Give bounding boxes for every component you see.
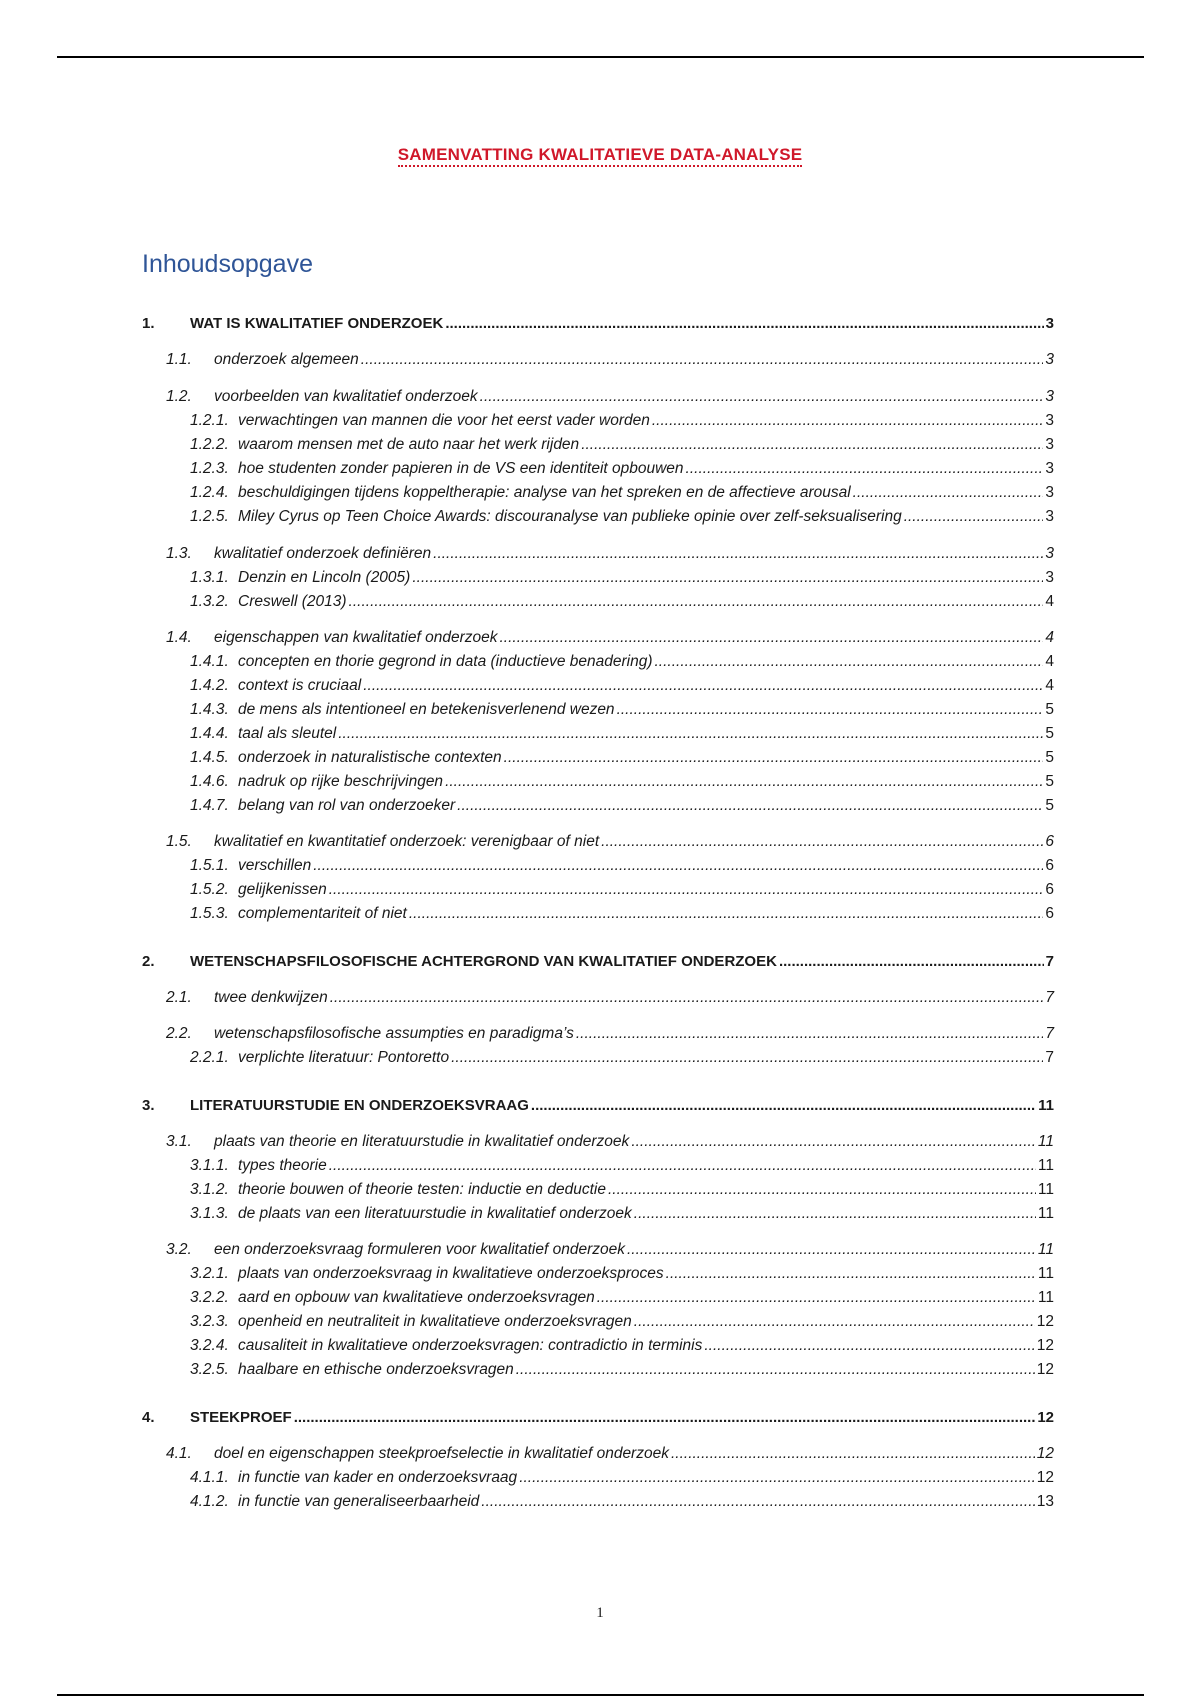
toc-number: 1.2.1. [190,412,229,429]
toc-page: 12 [1036,1445,1054,1462]
toc-title: de mens als intentioneel en betekenisverlenend wezen [238,701,615,718]
toc-leader [445,770,1043,794]
toc-leader [904,505,1044,529]
toc-title: taal als sleutel [238,725,337,742]
toc-page: 6 [1045,905,1054,922]
toc-title: doel en eigenschappen steekproefselectie in kwalitatief onderzoek [214,1445,669,1462]
toc-number: 1.2.4. [190,484,229,501]
toc-leader [481,1490,1034,1514]
toc-leader [349,590,1044,614]
toc-title: onderzoek in naturalistische contexten [238,749,502,766]
toc-title: WAT IS KWALITATIEF ONDERZOEK [190,315,444,332]
toc-section[interactable] [142,348,1054,372]
toc-number: 2. [142,953,155,970]
toc-number: 3. [142,1097,155,1114]
toc-page: 11 [1037,1205,1054,1222]
toc-number: 4.1. [166,1445,192,1462]
toc-subsection[interactable] [142,1334,1054,1358]
toc-leader [686,457,1044,481]
toc-number: 3.2.3. [190,1313,229,1330]
toc-title: verwachtingen van mannen die voor het eerst vader worden [238,412,650,429]
toc-subsection[interactable] [142,1310,1054,1334]
toc-title: in functie van kader en onderzoeksvraag [238,1469,518,1486]
toc-subsection[interactable] [142,902,1054,926]
top-rule [57,56,1144,58]
toc-leader [480,385,1044,409]
toc-title: kwalitatief en kwantitatief onderzoek: verenigbaar of niet [214,833,600,850]
toc-subsection[interactable] [142,1046,1054,1070]
toc-section[interactable] [142,830,1054,854]
toc-title: waarom mensen met de auto naar het werk rijden [238,436,580,453]
toc-page: 5 [1045,725,1054,742]
toc-page: 4 [1045,593,1054,610]
toc-page: 7 [1045,1025,1054,1042]
toc-subsection[interactable] [142,505,1054,529]
document-title-text: SAMENVATTING KWALITATIEVE DATA-ANALYSE [398,145,803,167]
toc-page: 3 [1045,351,1054,368]
toc-page: 3 [1045,315,1054,332]
toc-number: 4.1.1. [190,1469,229,1486]
toc-leader [601,830,1043,854]
toc-title: causaliteit in kwalitatieve onderzoeksvragen: contradictio in terminis [238,1337,703,1354]
toc-title: theorie bouwen of theorie testen: inductie en deductie [238,1181,606,1198]
toc-number: 3.1.1. [190,1157,229,1174]
toc-number: 1.2.5. [190,508,229,525]
toc-page: 11 [1037,1157,1054,1174]
toc-section[interactable] [142,1238,1054,1262]
toc-leader [313,854,1043,878]
toc-subsection[interactable] [142,1178,1054,1202]
toc-number: 1.4. [166,629,192,646]
toc-subsection[interactable] [142,566,1054,590]
toc-page: 3 [1045,508,1054,525]
toc-section[interactable] [142,385,1054,409]
toc-page: 11 [1037,1181,1054,1198]
toc-title: plaats van theorie en literatuurstudie in kwalitatief onderzoek [214,1133,630,1150]
toc-number: 1.2.3. [190,460,229,477]
toc-number: 1. [142,315,155,332]
toc-page: 11 [1037,1289,1054,1306]
table-of-contents [142,312,1054,1514]
toc-chapter[interactable] [142,950,1054,974]
toc-number: 4.1.2. [190,1493,229,1510]
toc-page: 3 [1045,460,1054,477]
toc-number: 1.4.4. [190,725,229,742]
toc-leader [655,650,1044,674]
toc-page: 4 [1045,677,1054,694]
toc-leader [576,1022,1044,1046]
toc-leader [445,312,1043,336]
toc-leader [634,1310,1035,1334]
toc-title: in functie van generaliseerbaarheid [238,1493,480,1510]
toc-page: 7 [1045,953,1054,970]
toc-title: onderzoek algemeen [214,351,359,368]
toc-number: 3.2. [166,1241,192,1258]
toc-number: 2.2.1. [190,1049,229,1066]
toc-subsection[interactable] [142,1358,1054,1382]
bottom-rule [57,1694,1144,1696]
toc-subsection[interactable] [142,1154,1054,1178]
toc-subsection[interactable] [142,409,1054,433]
toc-number: 3.1.3. [190,1205,229,1222]
toc-page: 5 [1045,749,1054,766]
toc-title: WETENSCHAPSFILOSOFISCHE ACHTERGROND VAN KWALITATIEF ONDERZOEK [190,953,777,970]
toc-number: 1.3. [166,545,192,562]
toc-page: 6 [1045,833,1054,850]
toc-title: types theorie [238,1157,327,1174]
toc-page: 3 [1045,436,1054,453]
toc-leader [409,902,1044,926]
toc-title: voorbeelden van kwalitatief onderzoek [214,388,478,405]
toc-leader [330,986,1044,1010]
toc-leader [433,542,1043,566]
toc-number: 2.2. [166,1025,192,1042]
page-number: 1 [596,1605,604,1621]
toc-page: 6 [1045,857,1054,874]
toc-page: 12 [1036,1361,1054,1378]
toc-leader [338,722,1043,746]
toc-page: 4 [1045,629,1054,646]
toc-subsection[interactable] [142,722,1054,746]
toc-page: 3 [1045,412,1054,429]
toc-number: 3.2.4. [190,1337,229,1354]
toc-leader [608,1178,1036,1202]
toc-leader [329,1154,1036,1178]
toc-page: 3 [1045,569,1054,586]
toc-title: gelijkenissen [238,881,327,898]
toc-page: 4 [1045,653,1054,670]
toc-title: de plaats van een literatuurstudie in kwalitatief onderzoek [238,1205,632,1222]
toc-page: 5 [1045,701,1054,718]
toc-page: 12 [1037,1409,1054,1426]
toc-number: 3.2.5. [190,1361,229,1378]
toc-number: 1.4.3. [190,701,229,718]
toc-page: 12 [1036,1313,1054,1330]
toc-leader [457,794,1043,818]
toc-page: 5 [1045,797,1054,814]
toc-title: Denzin en Lincoln (2005) [238,569,411,586]
toc-leader [500,626,1044,650]
toc-number: 3.2.1. [190,1265,229,1282]
toc-number: 1.4.6. [190,773,229,790]
toc-number: 3.1.2. [190,1181,229,1198]
toc-number: 3.2.2. [190,1289,229,1306]
toc-number: 1.5.3. [190,905,229,922]
toc-subsection[interactable] [142,746,1054,770]
toc-page: 7 [1045,989,1054,1006]
toc-subsection[interactable] [142,433,1054,457]
toc-section[interactable] [142,626,1054,650]
toc-leader [627,1238,1036,1262]
toc-subsection[interactable] [142,650,1054,674]
toc-page: 12 [1036,1469,1054,1486]
toc-title: verschillen [238,857,312,874]
toc-leader [329,878,1044,902]
toc-leader [361,348,1044,372]
toc-page: 12 [1036,1337,1054,1354]
toc-title: verplichte literatuur: Pontoretto [238,1049,450,1066]
toc-number: 3.1. [166,1133,192,1150]
toc-page: 5 [1045,773,1054,790]
toc-heading: Inhoudsopgave [142,250,313,278]
toc-leader [853,481,1044,505]
toc-title: hoe studenten zonder papieren in de VS een identiteit opbouwen [238,460,684,477]
toc-page: 3 [1045,484,1054,501]
toc-page: 13 [1036,1493,1054,1510]
toc-leader [634,1202,1036,1226]
toc-number: 1.5. [166,833,192,850]
toc-subsection[interactable] [142,481,1054,505]
toc-subsection[interactable] [142,770,1054,794]
toc-title: haalbare en ethische onderzoeksvragen [238,1361,514,1378]
toc-title: een onderzoeksvraag formuleren voor kwalitatief onderzoek [214,1241,625,1258]
toc-number: 1.3.2. [190,593,229,610]
toc-title: wetenschapsfilosofische assumpties en paradigma’s [214,1025,574,1042]
toc-subsection[interactable] [142,1202,1054,1226]
toc-title: concepten en thorie gegrond in data (inductieve benadering) [238,653,653,670]
toc-number: 1.4.7. [190,797,229,814]
toc-subsection[interactable] [142,878,1054,902]
toc-leader [294,1406,1036,1430]
toc-subsection[interactable] [142,1466,1054,1490]
toc-page: 6 [1045,881,1054,898]
toc-page: 3 [1045,545,1054,562]
toc-leader [363,674,1043,698]
toc-title: aard en opbouw van kwalitatieve onderzoeksvragen [238,1289,595,1306]
toc-number: 1.5.1. [190,857,229,874]
toc-subsection[interactable] [142,1262,1054,1286]
toc-page: 11 [1037,1241,1054,1258]
toc-page: 3 [1045,388,1054,405]
toc-subsection[interactable] [142,590,1054,614]
toc-title: LITERATUURSTUDIE EN ONDERZOEKSVRAAG [190,1097,529,1114]
toc-title: plaats van onderzoeksvraag in kwalitatieve onderzoeksproces [238,1265,664,1282]
toc-leader [504,746,1044,770]
toc-chapter[interactable] [142,1406,1054,1430]
toc-title: context is cruciaal [238,677,362,694]
toc-leader [666,1262,1036,1286]
toc-section[interactable] [142,986,1054,1010]
toc-title: belang van rol van onderzoeker [238,797,456,814]
toc-leader [631,1130,1036,1154]
toc-chapter[interactable] [142,312,1054,336]
toc-page: 11 [1037,1133,1054,1150]
toc-title: Miley Cyrus op Teen Choice Awards: discouranalyse van publieke opinie over zelf-seksualisering [238,508,902,525]
toc-leader [581,433,1043,457]
toc-subsection[interactable] [142,457,1054,481]
toc-chapter[interactable] [142,1094,1054,1118]
toc-section[interactable] [142,1022,1054,1046]
toc-leader [516,1358,1035,1382]
toc-subsection[interactable] [142,1490,1054,1514]
toc-page: 7 [1045,1049,1054,1066]
toc-subsection[interactable] [142,674,1054,698]
toc-leader [412,566,1043,590]
toc-title: eigenschappen van kwalitatief onderzoek [214,629,498,646]
toc-leader [704,1334,1034,1358]
toc-number: 1.4.5. [190,749,229,766]
toc-number: 1.3.1. [190,569,229,586]
toc-leader [531,1094,1036,1118]
toc-title: openheid en neutraliteit in kwalitatieve onderzoeksvragen [238,1313,632,1330]
toc-title: complementariteit of niet [238,905,407,922]
toc-number: 4. [142,1409,155,1426]
toc-page: 11 [1037,1265,1054,1282]
toc-leader [519,1466,1035,1490]
toc-title: twee denkwijzen [214,989,328,1006]
toc-page: 11 [1038,1097,1054,1114]
toc-subsection[interactable] [142,1286,1054,1310]
toc-title: nadruk op rijke beschrijvingen [238,773,444,790]
toc-title: Creswell (2013) [238,593,347,610]
toc-subsection[interactable] [142,698,1054,722]
toc-number: 1.2. [166,388,192,405]
toc-leader [671,1442,1035,1466]
toc-number: 1.1. [166,351,192,368]
toc-number: 1.2.2. [190,436,229,453]
toc-title: kwalitatief onderzoek definiëren [214,545,432,562]
toc-number: 2.1. [166,989,192,1006]
toc-section[interactable] [142,1130,1054,1154]
toc-leader [597,1286,1036,1310]
toc-leader [779,950,1044,974]
toc-subsection[interactable] [142,854,1054,878]
toc-leader [617,698,1044,722]
toc-section[interactable] [142,1442,1054,1466]
toc-leader [451,1046,1043,1070]
toc-number: 1.4.2. [190,677,229,694]
toc-subsection[interactable] [142,794,1054,818]
toc-section[interactable] [142,542,1054,566]
toc-title: STEEKPROEF [190,1409,292,1426]
document-title [0,145,1200,165]
toc-leader [652,409,1044,433]
toc-title: beschuldigingen tijdens koppeltherapie: analyse van het spreken en de affectieve arousal [238,484,851,501]
toc-number: 1.5.2. [190,881,229,898]
toc-number: 1.4.1. [190,653,229,670]
